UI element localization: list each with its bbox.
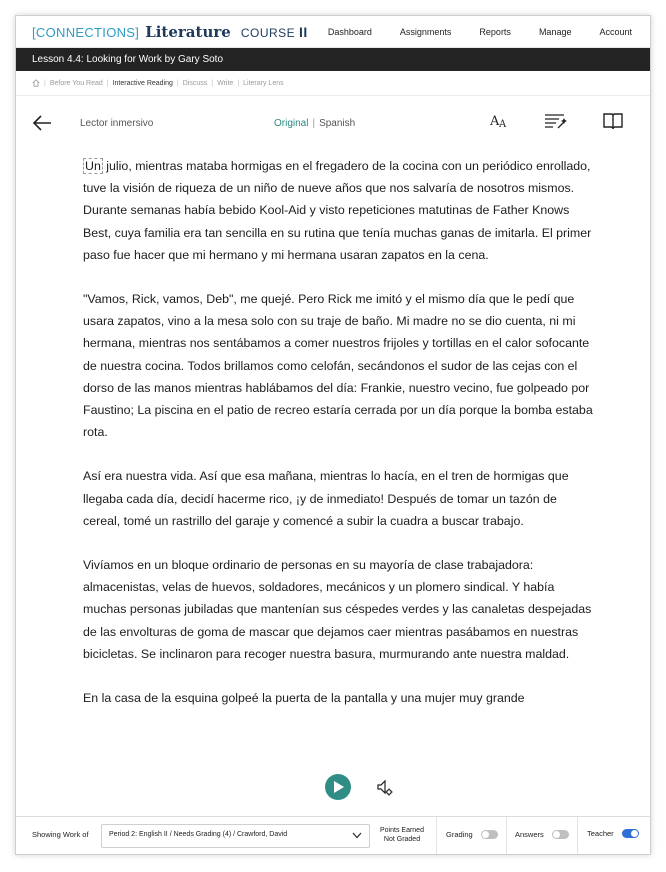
app-window — [15, 15, 651, 855]
reading-text — [83, 155, 593, 770]
text-size-icon[interactable] — [490, 112, 510, 130]
points-earned-label: Points Earned — [380, 827, 424, 834]
immersive-reader-label: Lector inmersivo — [80, 118, 154, 129]
paragraph: Un julio, mientras mataba hormigas en el fregadero de la cocina con un periódico enrollado, tuve la visión de riqueza de un niño de nueve años que nos salvaría de nosotros mismos. Durante semanas había bebido Kool-Aid y visto repeticiones matutinas de Father Knows Best, cuya familia era tan sencilla en su rutina que tenía muchas ganas de imitarla. El primer paso fue hacer que mi hermano y mi hermana usaran zapatos en la cena. — [83, 159, 592, 262]
showing-work-label: Showing Work of — [32, 830, 89, 839]
nav-account[interactable]: Account — [599, 26, 632, 37]
chevron-down-icon — [352, 832, 362, 839]
brand-connections: [CONNECTIONS] — [32, 25, 140, 40]
svg-text:A: A — [499, 119, 507, 130]
audio-player — [16, 770, 650, 808]
grading-toggle-group — [446, 830, 498, 839]
teacher-toggle-group — [587, 829, 639, 838]
grading-toggle[interactable] — [481, 830, 498, 839]
nav-dashboard[interactable]: Dashboard — [327, 26, 372, 37]
arrow-left-icon[interactable] — [32, 114, 52, 132]
nav-assignments[interactable]: Assignments — [399, 26, 452, 37]
brand-literature: Literature — [145, 23, 231, 41]
book-icon[interactable] — [602, 112, 624, 130]
nav-reports[interactable]: Reports — [479, 26, 511, 37]
nav-links — [300, 16, 632, 47]
brand-logo[interactable] — [32, 23, 308, 41]
reader-toolbar — [16, 96, 650, 151]
breadcrumb-literary-lens[interactable]: Literary Lens — [243, 79, 284, 87]
highlighted-first-word[interactable]: Un — [85, 159, 101, 173]
brand-course: COURSE II — [240, 24, 308, 40]
paragraph: En la casa de la esquina golpeé la puerta de la pantalla y una mujer muy grande — [83, 691, 525, 706]
student-select[interactable] — [101, 824, 370, 848]
paragraph: Vivíamos en un bloque ordinario de personas en su mayoría de clase trabajadora: almacenistas, velas de huevos, soldadores, mecánicos y un plomero sindical. Y había muchas personas jubiladas que mantenían sus céspedes verdes y las canaletas despejadas de las envolturas de goma de mascar que dejamos caer mientras pasábamos en nuestras bicicletas. Se inclinaron para recoger nuestra basura, murmurando ante nuestra maldad. — [83, 558, 592, 661]
breadcrumb-discuss[interactable]: Discuss — [182, 79, 208, 87]
audio-settings-icon[interactable] — [376, 779, 394, 797]
answers-label: Answers — [515, 830, 544, 839]
nav-manage[interactable]: Manage — [538, 26, 572, 37]
language-switch: Original | Spanish — [274, 118, 356, 129]
breadcrumb: | Before You Read | Interactive Reading | Discuss | Write | Literary Lens — [16, 71, 650, 96]
home-icon[interactable] — [32, 79, 40, 87]
answers-toggle[interactable] — [552, 830, 569, 839]
breadcrumb-write[interactable]: Write — [217, 79, 234, 87]
grading-label: Grading — [446, 830, 473, 839]
paragraph: "Vamos, Rick, vamos, Deb", me quejé. Pero Rick me imitó y el mismo día que le pedí que usara zapatos, vino a la mesa solo con su traje de baño. Mi madre no se dio cuenta, ni mi hermana, mientras nos sentábamos a comer nuestros frijoles y tortillas en el calor sofocante de nuestra cocina. Todos brillamos como celofán, secándonos el sudor de las cejas con el dorso de las manos mientras hablábamos del día: Frankie, nuestro vecino, fue golpeado por Faustino; La piscina en el patio de recreo estaría cerrada por un día porque la bomba estaba rota. — [83, 292, 593, 440]
play-icon — [333, 780, 345, 794]
answers-toggle-group — [515, 830, 569, 839]
text-preferences-icon[interactable] — [544, 112, 568, 130]
points-earned — [376, 826, 428, 844]
teacher-toggle[interactable] — [622, 829, 639, 838]
lesson-title: Lesson 4.4: Looking for Work by Gary Soto — [32, 54, 224, 65]
lang-original[interactable]: Original — [274, 118, 309, 129]
points-earned-value: Not Graded — [383, 836, 421, 843]
breadcrumb-interactive-reading[interactable]: Interactive Reading — [112, 79, 173, 87]
paragraph: Así era nuestra vida. Así que esa mañana, mientras lo hacía, en el tren de hormigas que llegaba cada día, decidí hacerme rico, ¡y de inmediato! Después de tomar un tazón de cereal, tomé un rastrillo del garaje y comencé a subir la cuadra a buscar trabajo. — [83, 469, 569, 528]
teacher-label: Teacher — [587, 829, 614, 838]
svg-text:A: A — [490, 114, 500, 129]
top-navigation — [16, 16, 650, 48]
grading-footer — [16, 816, 650, 855]
lang-spanish[interactable]: Spanish — [319, 118, 356, 129]
play-button[interactable] — [325, 774, 351, 800]
lesson-title-bar — [16, 48, 650, 71]
breadcrumb-before-you-read[interactable]: Before You Read — [49, 79, 103, 87]
student-select-value: Period 2: English II / Needs Grading (4) / Crawford, David — [109, 831, 288, 838]
